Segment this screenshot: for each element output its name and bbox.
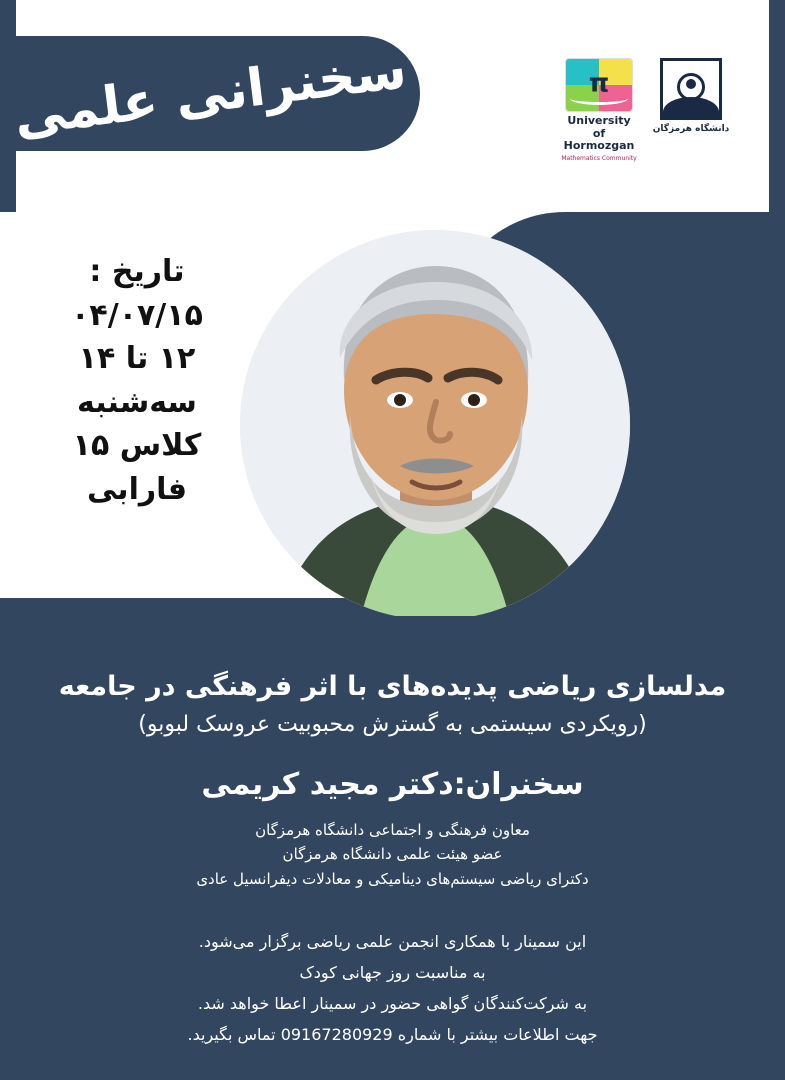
date-value: ۰۴/۰۷/۱۵	[71, 297, 203, 333]
poster-title-banner	[0, 36, 420, 151]
affiliation-line: عضو هیئت علمی دانشگاه هرمزگان	[282, 845, 503, 864]
math-logo-name: University of Hormozgan	[563, 114, 635, 153]
talk-subtitle: (رویکردی سیستمی به گسترش محبوبیت عروسک لبوبو)	[138, 711, 647, 737]
top-right-navy-edge	[769, 0, 785, 212]
page-title: سخنرانی علمی	[10, 39, 410, 148]
speaker-name: سخنران:دکتر مجید کریمی	[201, 766, 584, 802]
pi-symbol-icon: π	[588, 68, 610, 99]
time-value: ۱۲ تا ۱۴	[78, 341, 196, 376]
affiliation-line: معاون فرهنگی و اجتماعی دانشگاه هرمزگان	[255, 820, 530, 839]
affiliation-line: دکترای ریاضی سیستم‌های دینامیکی و معادلات دیفرانسیل عادی	[196, 870, 589, 889]
logo-group	[560, 58, 730, 162]
speaker-photo	[240, 230, 630, 620]
talk-title: مدلسازی ریاضی پدیده‌های با اثر فرهنگی در جامعه	[58, 671, 727, 702]
university-logo-caption: دانشگاه هرمزگان	[652, 124, 730, 134]
note-line: این سمینار با همکاری انجمن علمی ریاضی برگزار می‌شود.	[198, 931, 587, 951]
building-value: فارابی	[86, 471, 188, 507]
note-line: به مناسبت روز جهانی کودک	[299, 963, 486, 983]
university-logo	[652, 58, 730, 135]
math-community-logo	[560, 58, 638, 162]
math-logo-subtitle: Mathematics Community	[561, 154, 637, 162]
date-label: تاریخ :	[89, 254, 185, 289]
event-notes	[0, 926, 785, 1051]
note-line-contact: جهت اطلاعات بیشتر با شماره 09167280929 تماس بگیرید.	[187, 1025, 598, 1045]
note-line: به شرکت‌کنندگان گواهی حضور در سمینار اعطا خواهد شد.	[197, 994, 588, 1014]
poster-details-section	[0, 616, 785, 1080]
university-emblem-icon	[660, 58, 722, 120]
room-value: کلاس ۱۵	[72, 428, 202, 463]
event-date-block	[52, 250, 222, 511]
emblem-wave-icon	[663, 97, 719, 117]
weekday-value: سه‌شنبه	[77, 384, 197, 420]
speaker-portrait-illustration	[240, 230, 630, 620]
math-community-icon	[565, 58, 633, 112]
emblem-dot-icon	[686, 79, 696, 89]
speaker-affiliations	[0, 818, 785, 892]
